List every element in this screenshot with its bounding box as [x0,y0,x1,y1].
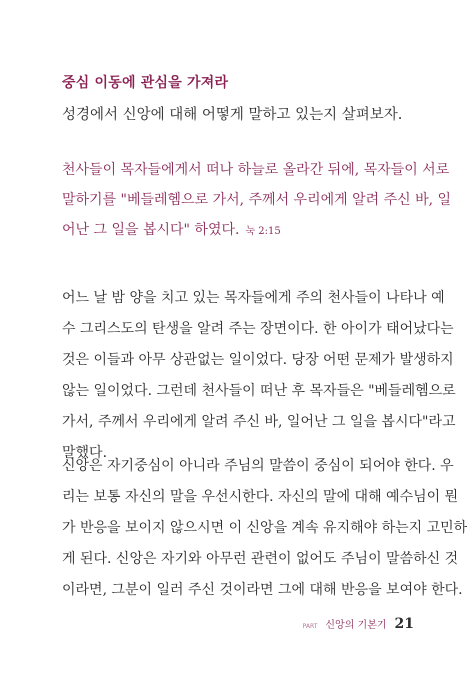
paragraph-line: 이라면, 그분이 일러 주신 것이라면 그에 대해 반응을 보여야 한다. [62,582,463,598]
scripture-reference: 눅 2:15 [245,226,281,237]
quote-line-text: 어난 그 일을 봅시다" 하였다. [62,222,240,238]
paragraph-line: 리는 보통 자신의 말을 우선시한다. 자신의 말에 대해 예수님이 뭔 [62,489,459,505]
paragraph-line: 가서, 주께서 우리에게 알려 주신 바, 일어난 그 일을 봅시다"라고 [62,414,456,430]
paragraph-line: 말했다. [62,445,108,461]
page-number: 21 [394,616,414,632]
running-title: 신앙의 기본기 [325,620,387,631]
section-heading: 중심 이동에 관심을 가져라 [62,75,229,91]
paragraph-line: 신앙은 자기중심이 아니라 주님의 말씀이 중심이 되어야 한다. 우 [62,458,454,474]
paragraph-line: 수 그리스도의 탄생을 알려 주는 장면이다. 한 아이가 태어났다는 [62,321,454,337]
quote-line: 말하기를 "베들레헴으로 가서, 주께서 우리에게 알려 주신 바, 일 [62,192,452,208]
paragraph-line: 것은 이들과 아무 상관없는 일이었다. 당장 어떤 문제가 발생하지 [62,352,454,368]
paragraph-line: 게 된다. 신앙은 자기와 아무런 관련이 없어도 주님이 말씀하신 것 [62,551,459,567]
paragraph-line: 어느 날 밤 양을 치고 있는 목자들에게 주의 천사들이 나타나 예 [62,290,445,306]
scripture-quote [62,155,452,247]
intro-sentence: 성경에서 신앙에 대해 어떻게 말하고 있는지 살펴보자. [62,107,403,123]
paragraph-2 [62,451,468,606]
paragraph-1 [62,283,456,469]
quote-line: 천사들이 목자들에게서 떠나 하늘로 올라간 뒤에, 목자들이 서로 [62,162,450,178]
footer-part-tag: PART [302,623,318,630]
paragraph-line: 가 반응을 보이지 않으시면 이 신앙을 계속 유지해야 하는지 고민하 [62,520,468,536]
quote-line-last [62,215,422,247]
page-footer [303,616,414,632]
paragraph-line: 않는 일이었다. 그런데 천사들이 떠난 후 목자들은 "베들레헴으로 [62,383,456,399]
